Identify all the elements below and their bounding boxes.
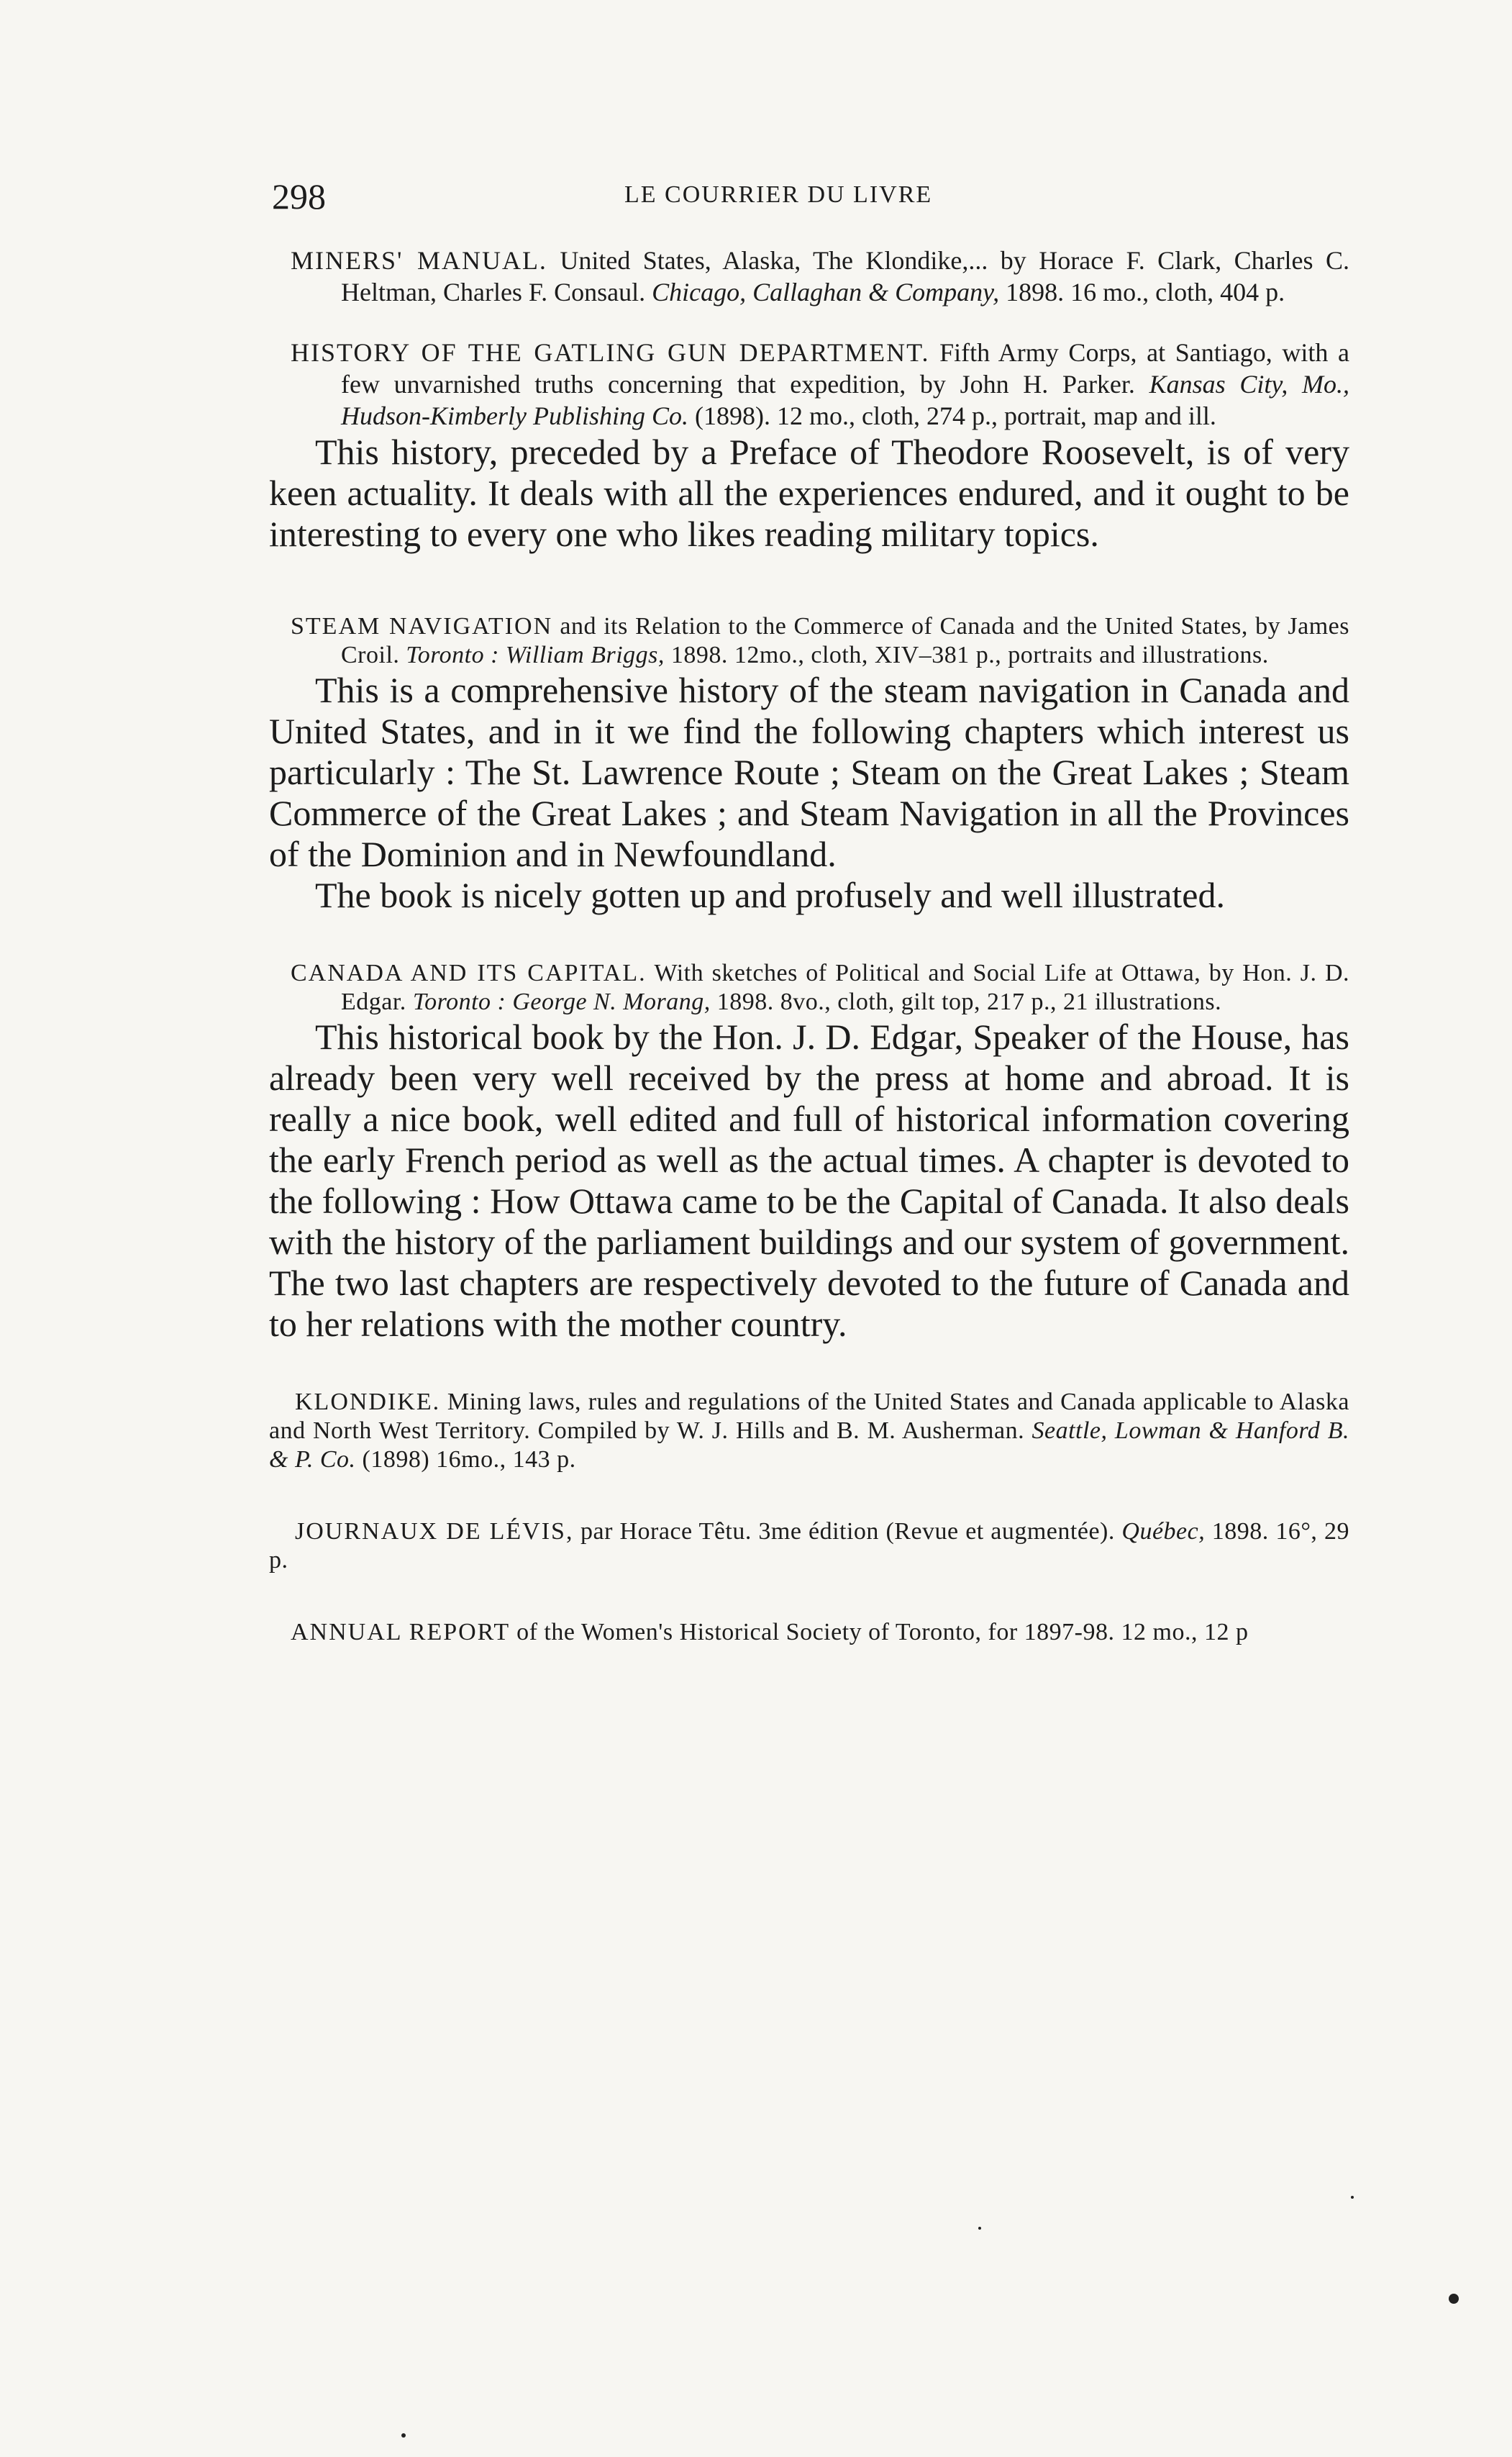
- entry-heading: CANADA AND ITS CAPITAL.: [291, 960, 647, 986]
- review-steam-navigation: This is a comprehensive history of the steam navigation in Canada and United States, and in it we find the following chapters which interest us particularly : The St. Lawrence Route ; Steam on the Great Lakes ; Steam Commerce of the Great Lakes ; and Steam Navigation in all the Provinces of the Dominion and in Newfoundland.: [269, 670, 1349, 874]
- entry-gatling-gun: [269, 337, 1349, 432]
- page-header: [272, 176, 1351, 219]
- entry-journaux-levis: [269, 1517, 1349, 1575]
- entry-miners-manual: [269, 245, 1349, 308]
- entry-tail: (1898). 12 mo., cloth, 274 p., portrait, map and ill.: [688, 401, 1216, 430]
- entry-text: and its Relation to the Commerce of Canada and the United States, by James Croil.: [341, 613, 1349, 668]
- entry-text: Mining laws, rules and regulations of the United States and Canada applicable to Alaska and North West Territory. Compiled by W. J. Hills and B. M. Ausherman.: [269, 1389, 1349, 1444]
- running-title: LE COURRIER DU LIVRE: [624, 181, 933, 208]
- entry-klondike: [269, 1388, 1349, 1474]
- entry-imprint: Chicago, Callaghan & Company,: [652, 278, 1000, 306]
- entry-imprint: Québec,: [1121, 1518, 1206, 1545]
- review-canada-capital: This historical book by the Hon. J. D. Edgar, Speaker of the House, has already been very well received by the press at home and abroad. It is really a nice book, well edited and full of historical information covering the early French period as well as the actual times. A chapter is devoted to the following : How Ottawa came to be the Capital of Canada. It also deals with the history of the parliament buildings and our system of government. The two last chapters are respectively devoted to the future of Canada and to her relations with the mother country.: [269, 1017, 1349, 1344]
- scan-speck: [401, 2433, 406, 2438]
- entry-imprint: Toronto : William Briggs,: [406, 642, 665, 668]
- review-steam-navigation-2: The book is nicely gotten up and profusely and well illustrated.: [315, 875, 1225, 915]
- entry-imprint: Seattle, Lowman & Hanford B. & P. Co.: [269, 1417, 1349, 1473]
- scan-speck: [1449, 2294, 1459, 2304]
- entry-tail: 1898. 8vo., cloth, gilt top, 217 p., 21 illustrations.: [710, 989, 1222, 1015]
- entry-text: United States, Alaska, The Klondike,... by Horace F. Clark, Charles C. Heltman, Charles F. Consaul.: [341, 246, 1349, 306]
- entry-heading: ANNUAL REPORT: [291, 1619, 511, 1645]
- entry-heading: JOURNAUX DE LÉVIS,: [295, 1518, 574, 1545]
- entry-heading: KLONDIKE.: [295, 1389, 441, 1415]
- entry-heading: HISTORY OF THE GATLING GUN DEPARTMENT.: [291, 338, 930, 367]
- review-gatling-gun: This history, preceded by a Preface of Theodore Roosevelt, is of very keen actuality. It deals with all the experiences endured, and it ought to be interesting to every one who likes reading military topics.: [269, 432, 1349, 554]
- page-number: 298: [272, 176, 326, 217]
- entry-text: of the Women's Historical Society of Toronto, for 1897-98. 12 mo., 12 p: [510, 1619, 1249, 1645]
- scan-speck: [1351, 2196, 1354, 2199]
- entry-annual-report: [269, 1618, 1349, 1647]
- entry-heading: MINERS' MANUAL.: [291, 246, 547, 275]
- entry-text: With sketches of Political and Social Life at Ottawa, by Hon. J. D. Edgar.: [341, 960, 1350, 1015]
- entry-imprint: Kansas City, Mo., Hudson-Kimberly Publishing Co.: [341, 370, 1350, 430]
- entry-tail: 1898. 16 mo., cloth, 404 p.: [999, 278, 1285, 306]
- entry-steam-navigation: [269, 612, 1349, 670]
- entry-imprint: Toronto : George N. Morang,: [412, 989, 711, 1015]
- entry-text: Fifth Army Corps, at Santiago, with a few unvarnished truths concerning that expedition, by John H. Parker.: [341, 338, 1349, 399]
- scan-speck: [978, 2227, 981, 2230]
- entry-tail: 1898. 16°, 29 p.: [269, 1518, 1349, 1573]
- entry-canada-capital: [269, 959, 1349, 1017]
- entry-tail: 1898. 12mo., cloth, XIV–381 p., portraits and illustrations.: [664, 642, 1269, 668]
- entry-heading: STEAM NAVIGATION: [291, 613, 553, 640]
- entry-text: par Horace Têtu. 3me édition (Revue et augmentée).: [573, 1518, 1122, 1545]
- page-content: [269, 245, 1349, 1647]
- entry-tail: (1898) 16mo., 143 p.: [355, 1446, 576, 1473]
